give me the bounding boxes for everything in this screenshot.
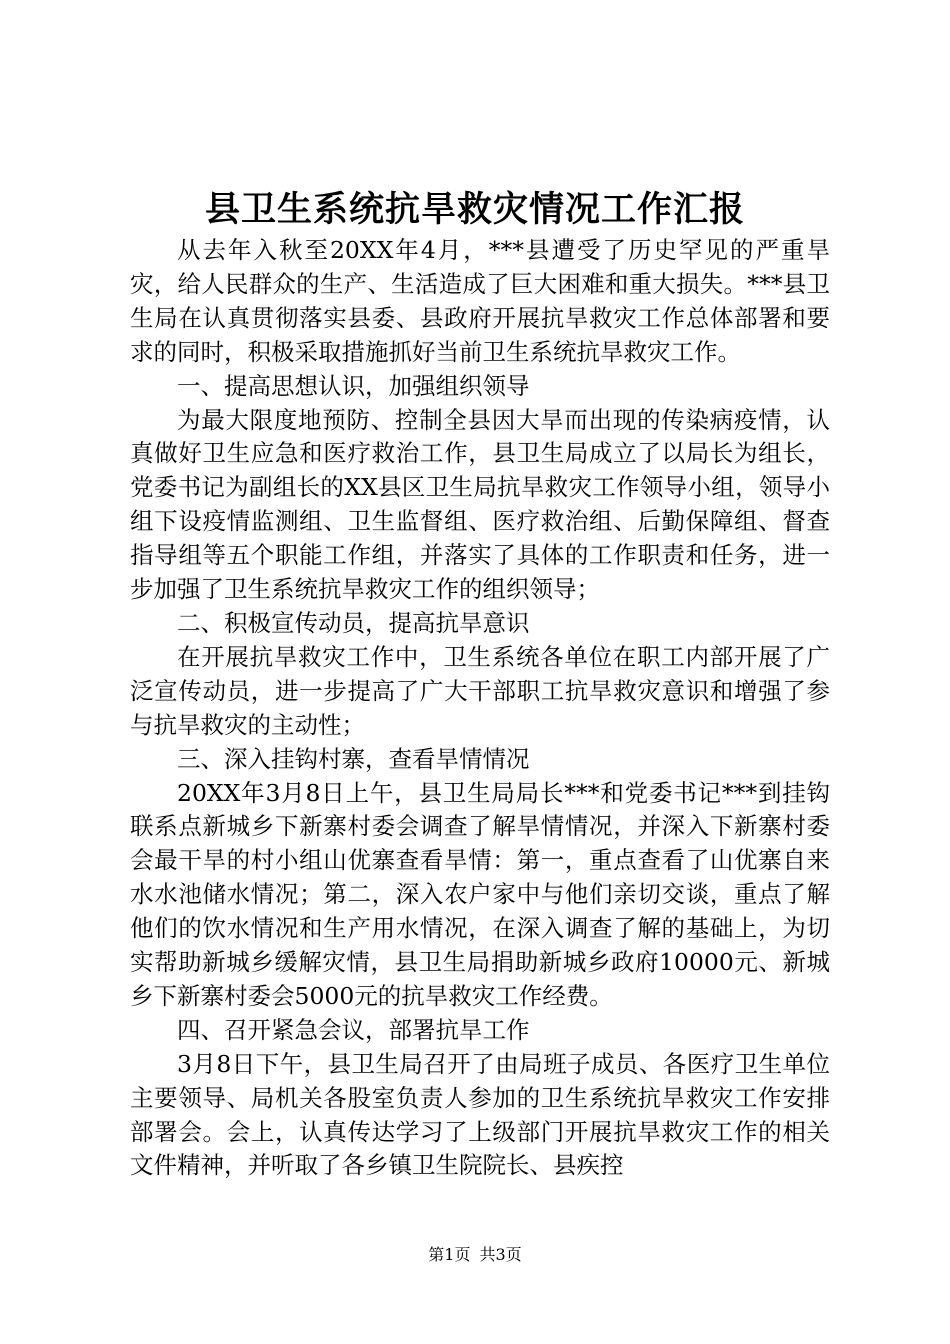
document-title: 县卫生系统抗旱救灾情况工作汇报	[204, 189, 745, 230]
section-heading-4: 四、召开紧急会议，部署抗旱工作	[177, 1015, 530, 1044]
section-heading-1: 一、提高思想认识，加强组织领导	[177, 371, 530, 400]
document-body	[130, 234, 830, 1183]
page-total: 共3页	[479, 1245, 522, 1264]
paragraph-section-3: 20XX年3月8日上午，县卫生局局长***和党委书记***到挂钩联系点新城乡下新寨村委会调查了解旱情情况，并深入下新寨村委会最干旱的村小组山优寨查看旱情：第一，重点查看了山优寨自来水水池储水情况；第二，深入农户家中与他们亲切交谈，重点了解他们的饮水情况和生产用水情况，在深入调查了解的基础上，为切实帮助新城乡缓解灾情，县卫生局捐助新城乡政府10000元、新城乡下新寨村委会5000元的抗旱救灾工作经费。	[130, 778, 830, 1010]
paragraph-intro: 从去年入秋至20XX年4月，***县遭受了历史罕见的严重旱灾，给人民群众的生产、生活造成了巨大困难和重大损失。***县卫生局在认真贯彻落实县委、县政府开展抗旱救灾工作总体部署和要求的同时，积极采取措施抓好当前卫生系统抗旱救灾工作。	[130, 236, 830, 366]
paragraph-section-1: 为最大限度地预防、控制全县因大旱而出现的传染病疫情，认真做好卫生应急和医疗救治工作，县卫生局成立了以局长为组长，党委书记为副组长的XX县区卫生局抗旱救灾工作领导小组，领导小组下设疫情监测组、卫生监督组、医疗救治组、后勤保障组、督查指导组等五个职能工作组，并落实了具体的工作职责和任务，进一步加强了卫生系统抗旱救灾工作的组织领导；	[130, 405, 830, 604]
section-heading-2: 二、积极宣传动员，提高抗旱意识	[177, 608, 530, 637]
section-heading-3: 三、深入挂钩村寨，查看旱情情况	[177, 744, 530, 773]
page-number: 第1页	[428, 1245, 471, 1264]
paragraph-section-4: 3月8日下午，县卫生局召开了由局班子成员、各医疗卫生单位主要领导、局机关各股室负责人参加的卫生系统抗旱救灾工作安排部署会。会上，认真传达学习了上级部门开展抗旱救灾工作的相关文件精神，并听取了各乡镇卫生院院长、县疾控	[130, 1049, 830, 1180]
paragraph-section-2: 在开展抗旱救灾工作中，卫生系统各单位在职工内部开展了广泛宣传动员，进一步提高了广大干部职工抗旱救灾意识和增强了参与抗旱救灾的主动性；	[130, 642, 830, 739]
page-footer	[0, 1244, 950, 1266]
